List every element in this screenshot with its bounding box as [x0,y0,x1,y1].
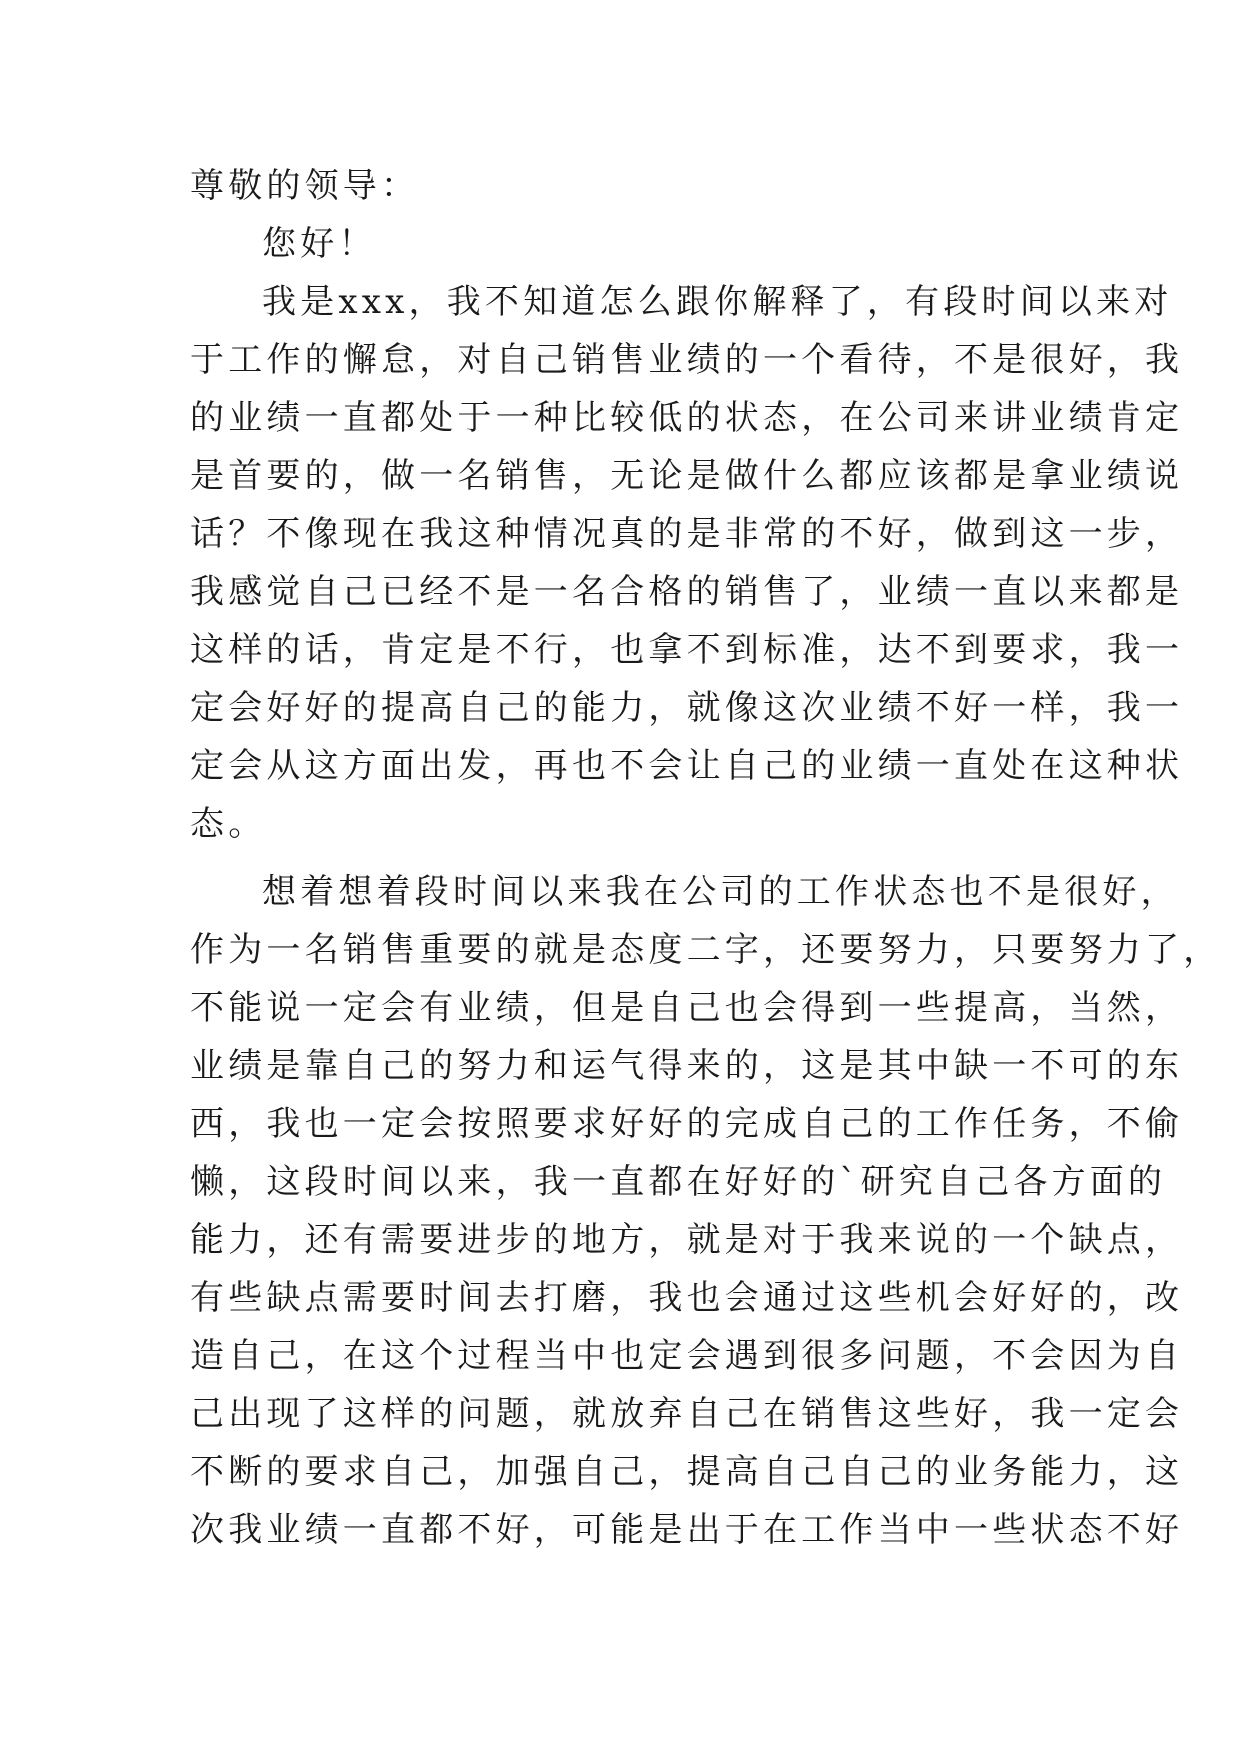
paragraph-line: 是首要的，做一名销售，无论是做什么都应该都是拿业绩说 [190,456,1184,496]
paragraph-line: 作为一名销售重要的就是态度二字，还要努力，只要努力了， [190,930,1222,970]
paragraph-line: 话？不像现在我这种情况真的是非常的不好，做到这一步， [190,514,1184,554]
letter-body [190,157,1222,1559]
greeting: 您好！ [262,224,377,264]
paragraph-1 [190,273,1184,853]
paragraph-line: 这样的话，肯定是不行，也拿不到标准，达不到要求，我一 [190,630,1184,670]
paragraph-line: 己出现了这样的问题，就放弃自己在销售这些好，我一定会 [190,1394,1184,1434]
paragraph-line: 的业绩一直都处于一种比较低的状态，在公司来讲业绩肯定 [190,398,1184,438]
paragraph-2 [190,863,1222,1559]
paragraph-line: 定会从这方面出发，再也不会让自己的业绩一直处在这种状 [190,746,1184,786]
paragraph-line: 造自己，在这个过程当中也定会遇到很多问题，不会因为自 [190,1336,1184,1376]
paragraph-line: 不断的要求自己，加强自己，提高自己自己的业务能力，这 [190,1452,1184,1492]
paragraph-line: 定会好好的提高自己的能力，就像这次业绩不好一样，我一 [190,688,1184,728]
paragraph-line: 态。 [190,804,267,844]
paragraph-line: 不能说一定会有业绩，但是自己也会得到一些提高，当然， [190,988,1184,1028]
paragraph-line: 我感觉自己已经不是一名合格的销售了，业绩一直以来都是 [190,572,1184,612]
paragraph-line: 次我业绩一直都不好，可能是出于在工作当中一些状态不好 [190,1510,1184,1550]
paragraph-line: 我是xxx，我不知道怎么跟你解释了，有段时间以来对 [262,282,1173,322]
paragraph-line: 有些缺点需要时间去打磨，我也会通过这些机会好好的，改 [190,1278,1184,1318]
paragraph-line: 想着想着段时间以来我在公司的工作状态也不是很好， [262,872,1179,912]
paragraph-line: 于工作的懈怠，对自己销售业绩的一个看待，不是很好，我 [190,340,1184,380]
salutation: 尊敬的领导： [190,166,420,206]
paragraph-line: 能力，还有需要进步的地方，就是对于我来说的一个缺点， [190,1220,1184,1260]
paragraph-line: 业绩是靠自己的努力和运气得来的，这是其中缺一不可的东 [190,1046,1184,1086]
paragraph-line: 西，我也一定会按照要求好好的完成自己的工作任务，不偷 [190,1104,1184,1144]
paragraph-line: 懒，这段时间以来，我一直都在好好的`研究自己各方面的 [190,1162,1167,1202]
